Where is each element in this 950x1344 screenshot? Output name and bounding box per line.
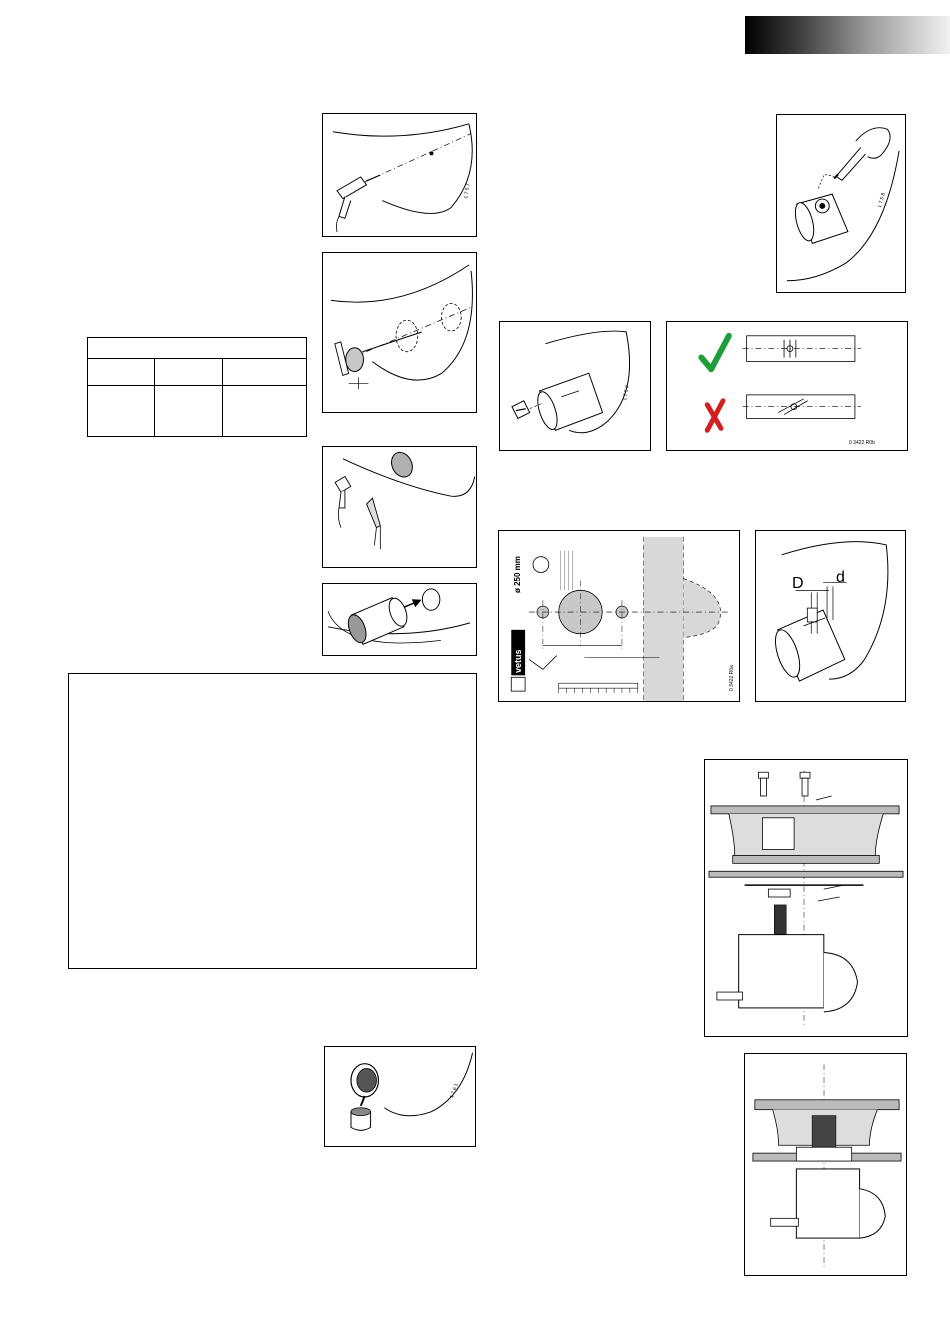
template-brand-logo: vetus [513,649,523,673]
header-gradient-bar [745,16,950,54]
template-diameter-label: ø 250 mm [513,556,522,593]
table-cell [155,386,223,437]
table-header-cell [88,338,307,359]
table-cell [88,386,155,437]
label-d: d [836,569,845,586]
figure-ref: 0 3422 R0b [849,440,875,446]
note-box [68,673,477,969]
assembled-illustration [745,1054,906,1275]
table-cell [223,386,307,437]
figure-tube-in-hull [499,321,651,451]
figure-ref: 1 7 5 7 [463,182,472,200]
label-D: D [792,575,804,592]
figure-hole-saw [322,252,477,413]
figure-mark-tube [776,114,906,293]
hole-saw-illustration [323,253,476,412]
cross-icon [707,401,723,431]
figure-ref: 1 7 6 1 [449,1082,460,1100]
insert-tube-illustration [323,584,476,655]
figure-drill-hull [322,113,477,237]
sealant-illustration [323,447,476,567]
figure-exploded-assembly [704,759,908,1037]
alignment-illustration [667,322,907,450]
drill-hull-illustration [323,114,476,236]
figure-grease [324,1046,476,1147]
dimension-table [87,337,307,437]
figure-ref: 1 7 5 8 [877,192,887,209]
table-cell [223,359,307,386]
figure-check-alignment [666,321,908,451]
figure-assembled [744,1053,907,1276]
figure-sealant [322,446,477,568]
template-illustration [499,531,739,701]
figure-insert-tube [322,583,477,656]
mark-tube-illustration [777,115,905,292]
exploded-assembly-illustration [705,760,907,1036]
figure-ref: 1 7 5 9 [622,384,631,402]
check-icon [701,336,729,369]
table-cell [155,359,223,386]
figure-ref: 0 3422 R0a [729,665,735,691]
figure-measure-dd [755,530,906,702]
measure-dd-illustration [756,531,905,701]
figure-template [498,530,740,702]
table-cell [88,359,155,386]
